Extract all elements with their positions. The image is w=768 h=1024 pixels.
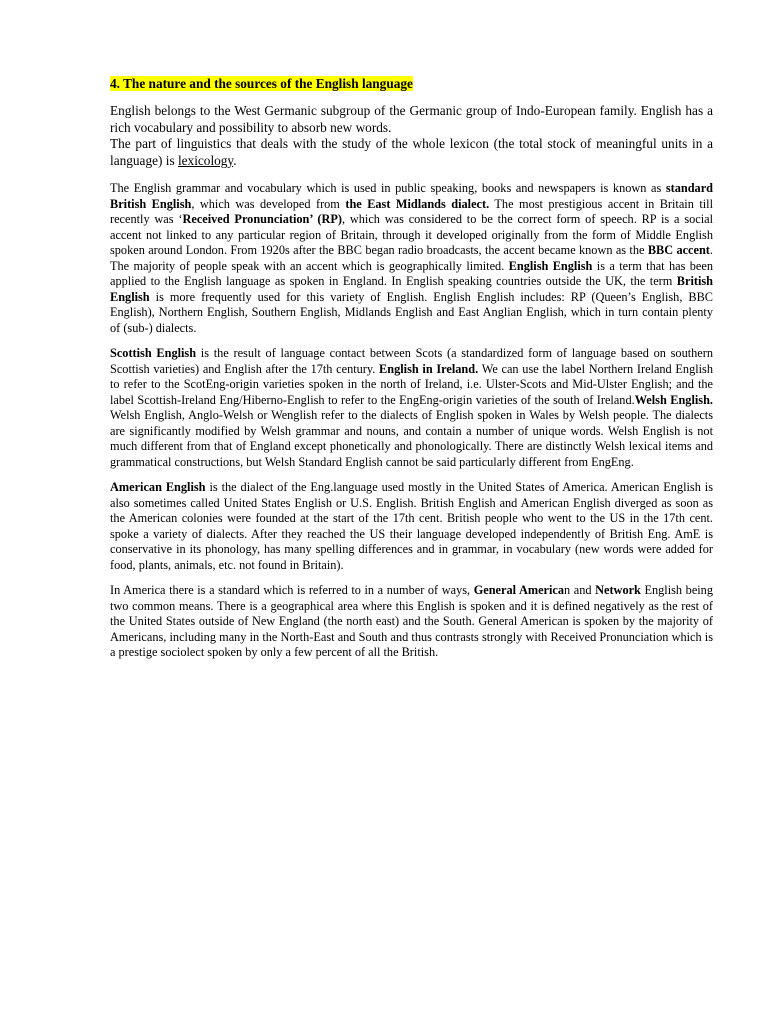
intro-text-2-end: .	[233, 152, 237, 168]
bold-term: English English	[508, 258, 593, 273]
paragraph-general-american	[110, 583, 713, 661]
text-span: We can use the label Northern Ireland English to refer to the ScotEng-origin varieties spoken in the north of Ireland, i.e. Ulster-Scots and Mid-Ulster English; and the label Scottish-Ireland Eng/Hiberno-English to refer to the EngEng-origin varieties of the south of Ireland.	[110, 361, 713, 407]
bold-term: the East Midlands dialect.	[345, 196, 490, 211]
bold-term: General America	[473, 583, 565, 597]
section-heading	[110, 75, 713, 93]
text-span: , which was considered to be the correct form of speech. RP is a social accent not linked to any particular region of Britain, through it developed originally from the form of Middle English spoken around London. From 1920s after the BBC began radio broadcasts, the accent became known as the	[110, 212, 714, 257]
bold-term: Welsh English.	[634, 392, 713, 407]
text-span: . The majority of people speak with an accent which is geographically limited.	[110, 243, 713, 273]
text-span: , which was developed from	[191, 196, 346, 211]
text-span: is more frequently used for this variety of English. English English includes: RP (Queen’s English, BBC English), Northern English, Southern English, Midlands English and East Anglian English, which in turn contain plenty of (sub-) dialects.	[110, 289, 713, 335]
text-span: is the dialect of the Eng.language used mostly in the United States of America. American English is also sometimes called United States English or U.S. English. British English and American English diverged as soon as the American colonies were founded at the start of the 17th cent. British people who went to the US in the 17th cent. spoke a variety of dialects. After they reached the US their language developed independently of British Eng. AmE is conservative in its phonology, has many spelling differences and in grammar, in vocabulary (new words were added for food, plants, animals, etc. not found in Britain).	[110, 480, 714, 572]
bold-term: British English	[110, 274, 713, 304]
text-span: In America there is a standard which is referred to in a number of ways,	[110, 583, 474, 597]
bold-term: Scottish English	[110, 346, 197, 360]
intro-text-2: The part of linguistics that deals with the study of the whole lexicon (the total stock of meaningful units in a language) is	[110, 136, 713, 168]
bold-term: English in Ireland.	[379, 361, 479, 376]
intro-paragraph-1	[110, 103, 713, 136]
paragraph-scottish-irish-welsh	[110, 346, 713, 470]
bold-term: BBC accent	[647, 243, 710, 257]
bold-term: Network	[595, 583, 641, 597]
bold-term: standard British English	[110, 181, 713, 211]
text-span: English being two common means. There is a geographical area where this English is spoken and it is defined negatively as the rest of the United States outside of New England (the north east) and the South. General American is spoken by the majority of Americans, including many in the North-East and South and thus contrasts strongly with Received Pronunciation which is a prestige sociolect spoken by only a few percent of all the British.	[110, 583, 713, 659]
text-span: The most prestigious accent in Britain till recently was ‘	[110, 196, 713, 226]
bold-term: American English	[110, 480, 206, 494]
lexicology-term: lexicology	[177, 152, 234, 168]
text-span: is a term that has been applied to the English language as spoken in England. In English speaking countries outside the UK, the term	[110, 258, 713, 288]
text-span: is the result of language contact between Scots (a standardized form of language based on southern Scottish varieties) and English after the 17th century.	[110, 346, 713, 376]
bold-term: Received Pronunciation’ (RP)	[182, 212, 342, 226]
paragraph-british-english	[110, 181, 713, 336]
paragraph-american-english	[110, 480, 713, 573]
text-span: Welsh English, Anglo-Welsh or Wenglish refer to the dialects of English spoken in Wales by Welsh people. The dialects are significantly modified by Welsh grammar and nouns, and contain a number of unique words. Welsh English is not much different from that of England except phonetically and phonologically. There are distinctly Welsh lexical items and grammatical constructions, but Welsh Standard English cannot be said particularly different from EngEng.	[110, 408, 713, 469]
highlighted-heading-text: 4. The nature and the sources of the English language	[110, 76, 413, 91]
text-span: The English grammar and vocabulary which is used in public speaking, books and newspapers is known as	[110, 181, 666, 195]
intro-paragraph-2	[110, 136, 713, 169]
intro-text-1: English belongs to the West Germanic subgroup of the Germanic group of Indo-European family. English has a rich vocabulary and possibility to absorb new words.	[110, 103, 713, 135]
text-span: n and	[564, 583, 596, 597]
